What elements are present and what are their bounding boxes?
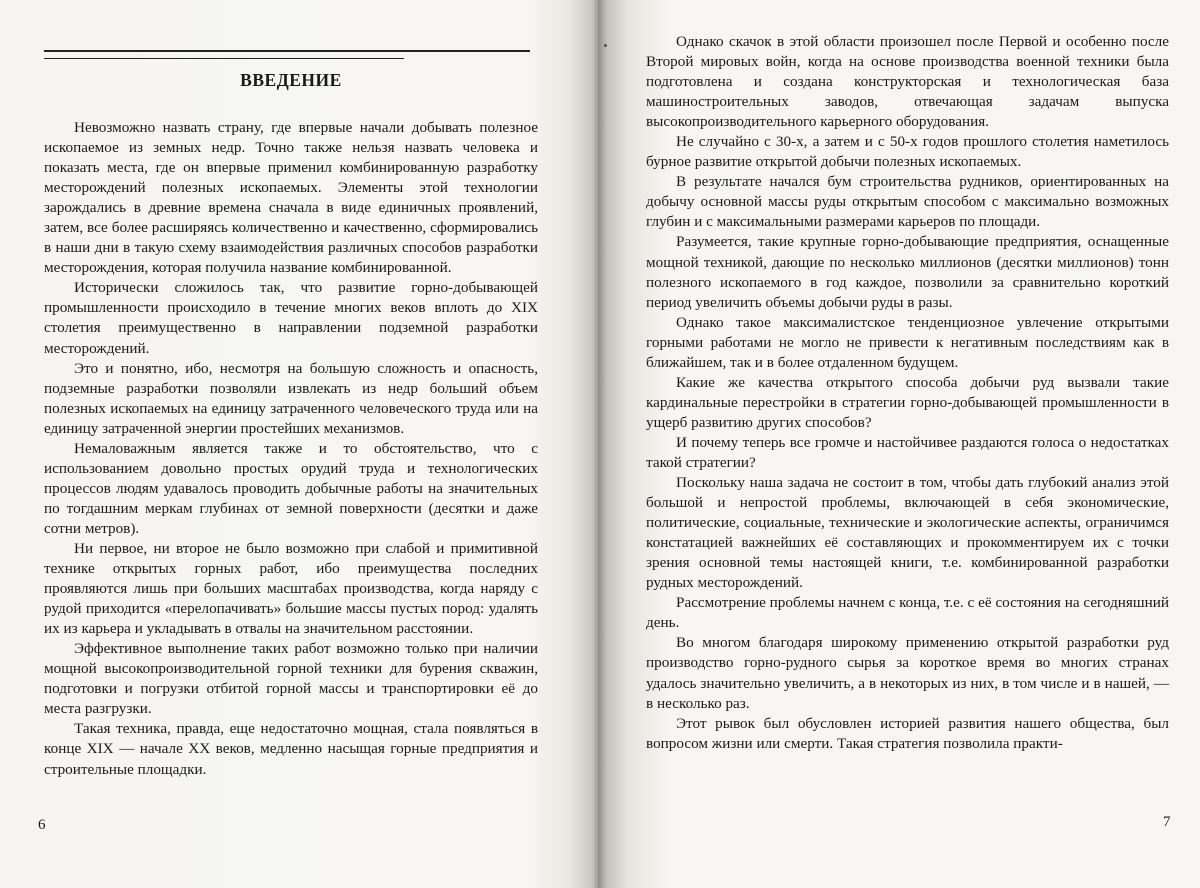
paragraph: Эффективное выполнение таких работ возможно только при наличии мощной высокопроизводительной горной техники для бурения скважин, подготовки и погрузки отбитой горной массы и транспортировки её до места разгрузки. [44, 640, 538, 718]
paragraph: Не случайно с 30-х, а затем и с 50-х годов прошлого столетия наметилось бурное развитие открытой добычи полезных ископаемых. [646, 133, 1169, 171]
paragraph: Во многом благодаря широкому применению открытой разработки руд производство горно-рудного сырья за короткое время во многих странах удалось значительно увеличить, а в некоторых из них, в том числе и в нашей, — в несколько раз. [646, 634, 1169, 712]
paragraph: Такая техника, правда, еще недостаточно мощная, стала появляться в конце XIX — начале XX веков, медленно насыщая горные предприятия и строительные площадки. [44, 720, 538, 778]
header-rule-short [44, 58, 404, 59]
paragraph: Немаловажным является также и то обстоятельство, что с использованием довольно простых орудий труда и технологических процессов людям удавалось проводить добычные работы на значительных по тогдашним меркам глубинах от земной поверхности (десятки и даже сотни метров). [44, 439, 538, 537]
chapter-heading: ВВЕДЕНИЕ [240, 70, 342, 90]
paragraph: Рассмотрение проблемы начнем с конца, т.е. с её состояния на сегодняшний день. [646, 594, 1169, 632]
right-page-body [646, 32, 1169, 754]
page-number-left: 6 [38, 817, 46, 833]
header-rule-long [44, 50, 530, 52]
paragraph: Какие же качества открытого способа добычи руд вызвали такие кардинальные перестройки в стратегии горно-добывающей промышленности в ущерб развитию других способов? [646, 373, 1169, 431]
paragraph: Это и понятно, ибо, несмотря на большую сложность и опасность, подземные разработки позволяли извлекать из недр больший объем полезных ископаемых на единицу затраченного человеческого труда или на единицу затраченной энергии простейших механизмов. [44, 359, 538, 437]
right-page [598, 0, 1200, 888]
paragraph: Невозможно назвать страну, где впервые начали добывать полезное ископаемое из земных недр. Точно также нельзя назвать человека и показать места, где он впервые применил комбинированную разработку месторождений полезных ископаемых. Элементы этой технологии зарождались в древние времена сначала в виде единичных проявлений, затем, все более расширяясь количественно и качественно, сформировались в наши дни в такую схему взаимодействия различных способов разработки месторождения, которая получила название комбинированной. [44, 119, 538, 277]
paragraph: Однако скачок в этой области произошел после Первой и особенно после Второй мировых войн, когда на основе производства военной техники была подготовлена и создана конструкторская и технологическая база машиностроительных заводов, отвечающая задачам выпуска высокопроизводительного карьерного оборудования. [646, 33, 1169, 131]
paragraph: Этот рывок был обусловлен историей развития нашего общества, был вопросом жизни или смерти. Такая стратегия позволила практи- [646, 714, 1169, 752]
page-number-right: 7 [1163, 814, 1171, 830]
left-page [0, 0, 598, 888]
left-page-body [44, 118, 538, 780]
paragraph: Однако такое максималистское тенденциозное увлечение открытыми горными работами не могло не привести к негативным последствиям как в ближайшем, так и в более отдаленном будущем. [646, 313, 1169, 371]
paragraph: Поскольку наша задача не состоит в том, чтобы дать глубокий анализ этой большой и непростой проблемы, включающей в себя экономические, политические, социальные, технические и экологические аспекты, ограничимся констатацией важнейших её составляющих и прокомментируем их с точки зрения основной темы настоящей книги, т.е. комбинированной разработки рудных месторождений. [646, 474, 1169, 592]
paragraph: И почему теперь все громче и настойчивее раздаются голоса о недостатках такой стратегии? [646, 433, 1169, 471]
paragraph: Разумеется, такие крупные горно-добывающие предприятия, оснащенные мощной техникой, дающие по несколько миллионов (десятки миллионов) тонн полезного ископаемого в год каждое, позволили за сравнительно короткий период увеличить объемы добычи руды в разы. [646, 233, 1169, 311]
paragraph: В результате начался бум строительства рудников, ориентированных на добычу основной массы руды открытым способом с максимально возможных глубин и с максимальными размерами карьеров по площади. [646, 173, 1169, 231]
paragraph: Исторически сложилось так, что развитие горно-добывающей промышленности происходило в течение многих веков вплоть до XIX столетия преимущественно в направлении подземной разработки месторождений. [44, 279, 538, 357]
paragraph: Ни первое, ни второе не было возможно при слабой и примитивной технике открытых горных работ, ибо преимущества последних проявляются лишь при больших масштабах производства, когда наряду с рудой приходится «перелопачивать» большие массы пустых пород: удалять их из карьера и укладывать в отвалы на значительном расстоянии. [44, 539, 538, 638]
gutter-speck [604, 44, 607, 47]
